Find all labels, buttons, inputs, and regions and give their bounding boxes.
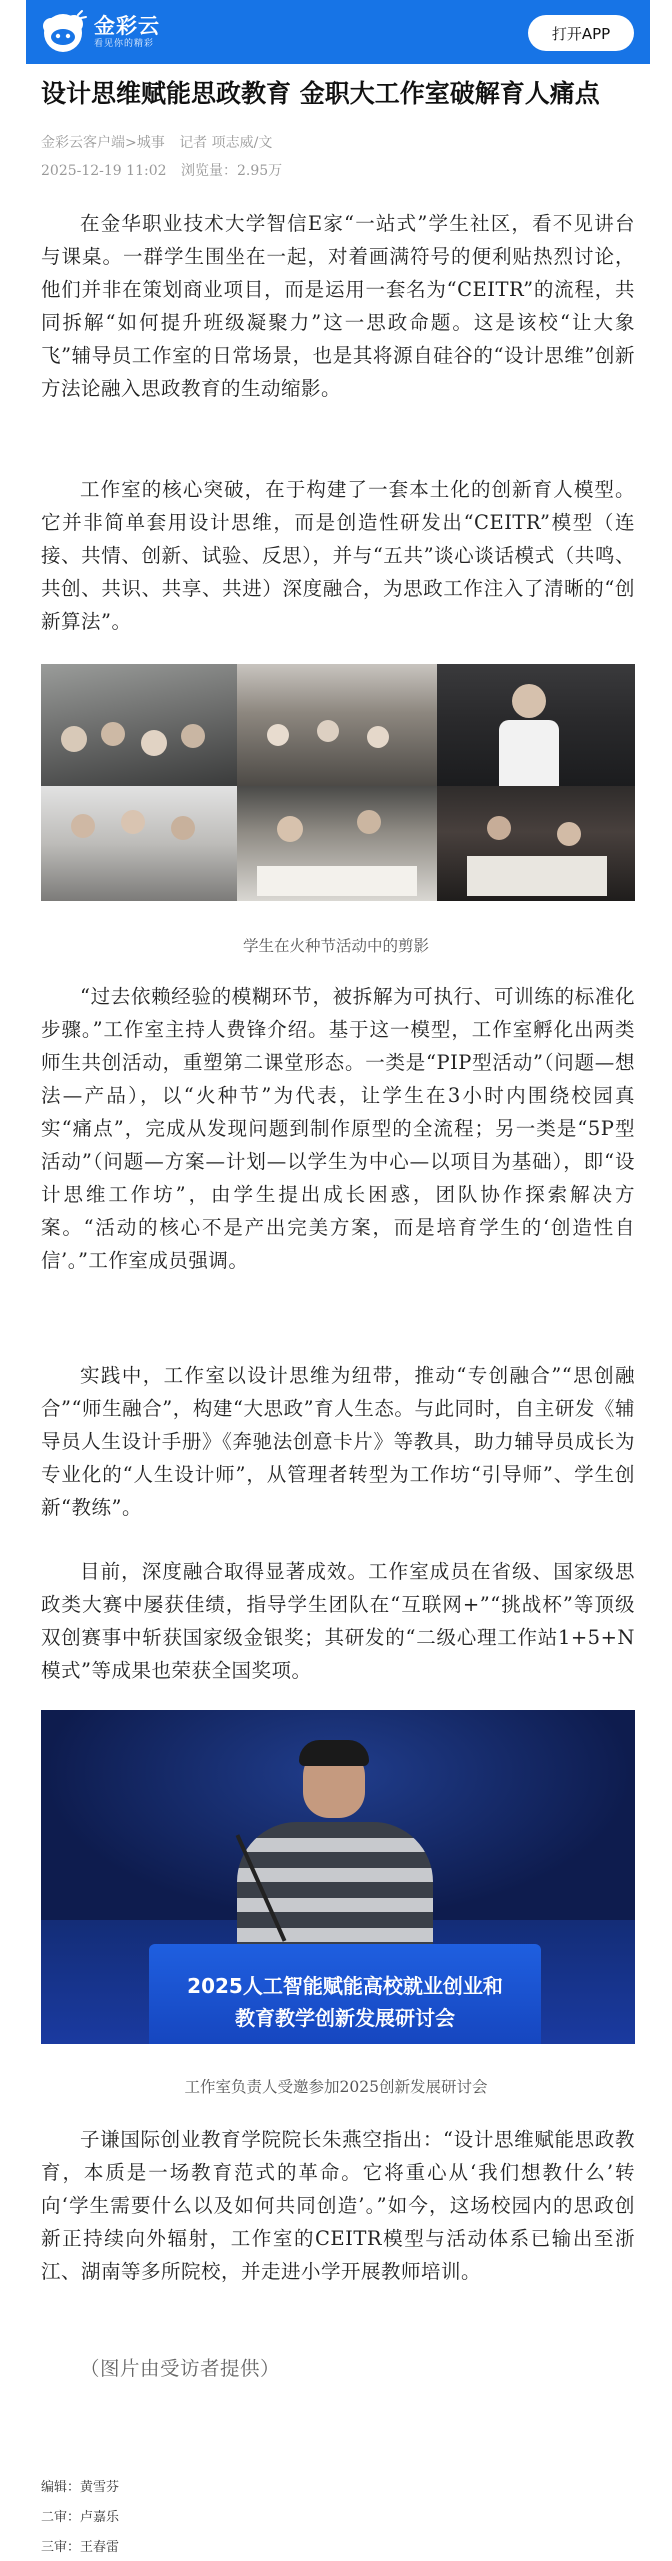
podium-banner-line: 2025人工智能赋能高校就业创业和 [187,1974,503,1998]
podium-banner-line: 教育教学创新发展研讨会 [235,2006,455,2030]
cloud-logo-icon [38,9,88,55]
article-paragraph: 目前，深度融合取得显著成效。工作室成员在省级、国家级思政类大赛中屡获佳绩，指导学生团队在“互联网+”“挑战杯”等顶级双创赛事中斩获国家级金银奖；其研发的“二级心理工作站1+5+N模式”等成果也荣获全国奖项。 [41,1560,635,1682]
conference-podium [149,1944,541,2044]
collage-photo-team [41,786,237,901]
open-app-button[interactable]: 打开APP [528,15,634,51]
collage-photo-presenter [437,664,635,786]
article-meta-stats [41,160,292,180]
article-paragraph: 子谦国际创业教育学院院长朱燕空指出：“设计思维赋能思政教育，本质是一场教育范式的革命。它将重心从‘我们想教什么’转向‘学生需要什么以及如何共同创造’。”如今，这场校园内的思政创新正持续向外辐射，工作室的CEITR模型与活动体系已输出至浙江、湖南等多所院校，并走进小学开展教师培训。 [41,2128,635,2283]
editor-line: 三审：王春雷 [41,2540,120,2555]
article-title: 设计思维赋能思政教育 金职大工作室破解育人痛点 [41,79,600,108]
article-meta-source [41,132,282,152]
brand-logo[interactable] [38,9,160,55]
editor-line: 编辑：黄雪芬 [41,2480,120,2495]
collage-photo-workshop [237,786,437,901]
photo-caption: 工作室负责人受邀参加2025创新发展研讨会 [184,2078,488,2096]
photo-caption: 学生在火种节活动中的剪影 [242,937,429,955]
app-header [26,0,650,64]
publish-time: 2025-12-19 11:02 [41,163,167,179]
brand-name: 金彩云 [94,14,160,38]
conference-photo[interactable] [41,1710,635,2044]
editor-line: 二审：卢嘉乐 [41,2510,120,2525]
collage-photo-group [237,664,437,786]
author-line: 记者 项志威/文 [179,135,273,151]
photo-credit: （图片由受访者提供） [80,2357,281,2380]
view-count: 浏览量：2.95万 [180,163,283,179]
article-paragraph: 实践中，工作室以设计思维为纽带，推动“专创融合”“思创融合”“师生融合”，构建“大思政”育人生态。与此同时，自主研发《辅导员人生设计手册》《奔驰法创意卡片》等教具，助力辅导员成长为专业化的“人生设计师”，从管理者转型为工作坊“引导师”、学生创新“教练”。 [41,1364,635,1519]
source-link[interactable]: 金彩云客户端>城事 [41,135,165,151]
collage-photo-discussion [437,786,635,901]
speaker-sweater [237,1822,433,1952]
brand-slogan: 看见你的精彩 [94,39,155,49]
article-paragraph: “过去依赖经验的模糊环节，被拆解为可执行、可训练的标准化步骤。”工作室主持人费锋介绍。基于这一模型，工作室孵化出两类师生共创活动，重塑第二课堂形态。一类是“PIP型活动”（问题—想法—产品），以“火种节”为代表，让学生在3小时内围绕校园真实“痛点”，完成从发现问题到制作原型的全流程；另一类是“5P型活动”（问题—方案—计划—以学生为中心—以项目为基础），即“设计思维工作坊”，由学生提出成长困惑，团队协作探索解决方案。“活动的核心不是产出完美方案，而是培育学生的‘创造性自信’。”工作室成员强调。 [41,985,635,1272]
collage-photo-classroom [41,664,237,786]
article-paragraph: 工作室的核心突破，在于构建了一套本土化的创新育人模型。它并非简单套用设计思维，而是创造性研发出“CEITR”模型（连接、共情、创新、试验、反思），并与“五共”谈心谈话模式（共鸣、共创、共识、共享、共进）深度融合，为思政工作注入了清晰的“创新算法”。 [41,478,635,633]
activity-photo-collage[interactable] [41,664,635,901]
article-paragraph: 在金华职业技术大学智信E家“一站式”学生社区，看不见讲台与课桌。一群学生围坐在一起，对着画满符号的便利贴热烈讨论，他们并非在策划商业项目，而是运用一套名为“CEITR”的流程，共同拆解“如何提升班级凝聚力”这一思政命题。这是该校“让大象飞”辅导员工作室的日常场景，也是其将源自硅谷的“设计思维”创新方法论融入思政教育的生动缩影。 [41,212,635,400]
